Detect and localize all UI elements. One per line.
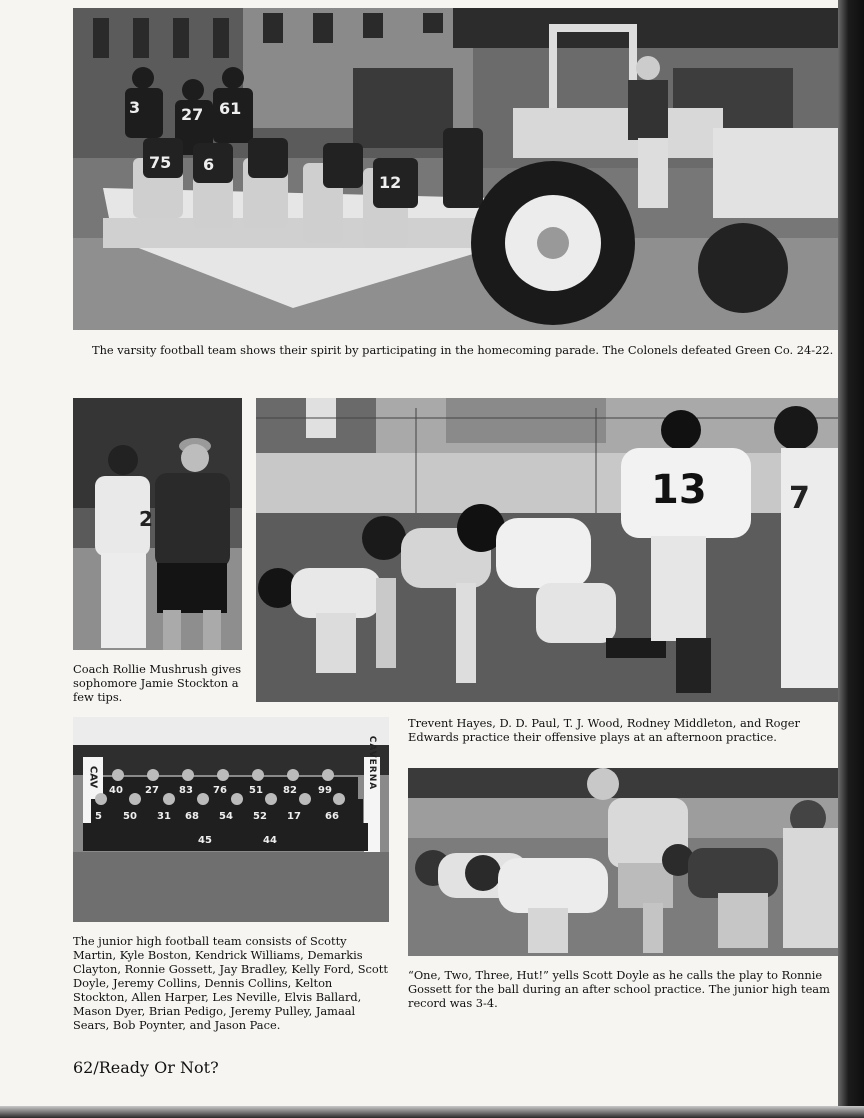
team-photo-jersey-number: 44	[263, 835, 277, 846]
parade-jersey-number: 12	[379, 173, 402, 192]
offense-practice-jersey-number: 13	[651, 467, 707, 513]
team-photo-jersey-number: 82	[283, 785, 297, 796]
team-photo-jersey-number: 50	[123, 811, 137, 822]
team-photo-jersey-number: 52	[253, 811, 267, 822]
parade-photo	[73, 8, 838, 330]
page-binding-shadow	[838, 0, 864, 1118]
hut-caption: “One, Two, Three, Hut!” yells Scott Doyle as he calls the play to Ronnie Gossett for the ball during an after school practice. The junior high team record was 3-4.	[408, 968, 830, 1010]
team-photo-jersey-number: 76	[213, 785, 227, 796]
junior-high-team-photo	[73, 717, 389, 922]
parade-jersey-number: 27	[181, 105, 204, 124]
coach-photo	[73, 398, 242, 650]
team-photo-jersey-number: 27	[145, 785, 159, 796]
team-photo-jersey-number: 51	[249, 785, 263, 796]
junior-high-caption: The junior high football team consists of Scotty Martin, Kyle Boston, Kendrick Williams, Demarkis Clayton, Ronnie Gossett, Jay Bradley, Kelly Ford, Scott Doyle, Jeremy Collins, Dennis Collins, Kelton Stockton, Allen Harper, Les Neville, Elvis Ballard, Mason Dyer, Brian Pedigo, Jeremy Pulley, Jamaal Sears, Bob Poynter, and Jason Pace.	[73, 934, 388, 1032]
team-photo-jersey-number: 31	[157, 811, 171, 822]
team-banner-text-short: CAV	[87, 765, 99, 789]
team-photo-jersey-number: 54	[219, 811, 233, 822]
offense-practice-photo	[256, 398, 838, 702]
team-photo-jersey-number: 45	[198, 835, 212, 846]
offense-caption: Trevent Hayes, D. D. Paul, T. J. Wood, Rodney Middleton, and Roger Edwards practice their offensive plays at an afternoon practice.	[408, 716, 800, 744]
offense-practice-jersey-number: 7	[789, 481, 810, 516]
page-folio: 62/Ready Or Not?	[73, 1058, 219, 1077]
parade-jersey-number: 3	[129, 98, 141, 117]
parade-jersey-number: 61	[219, 99, 242, 118]
team-photo-jersey-number: 99	[318, 785, 332, 796]
parade-caption: The varsity football team shows their spirit by participating in the homecoming parade. The Colonels defeated Green Co. 24-22.	[92, 343, 834, 357]
parade-jersey-number: 6	[203, 155, 215, 174]
coach-player-jersey-number: 2	[139, 507, 153, 531]
team-photo-jersey-number: 5	[95, 811, 102, 822]
team-photo-jersey-number: 66	[325, 811, 339, 822]
team-photo-jersey-number: 17	[287, 811, 301, 822]
team-photo-jersey-number: 83	[179, 785, 193, 796]
coach-caption: Coach Rollie Mushrush gives sophomore Jamie Stockton a few tips.	[73, 662, 242, 704]
team-banner-text: CAVERNA	[367, 735, 377, 791]
page-bottom-edge	[0, 1106, 864, 1118]
hut-practice-photo	[408, 768, 838, 956]
parade-jersey-number: 75	[149, 153, 172, 172]
team-photo-jersey-number: 68	[185, 811, 199, 822]
team-photo-jersey-number: 40	[109, 785, 123, 796]
